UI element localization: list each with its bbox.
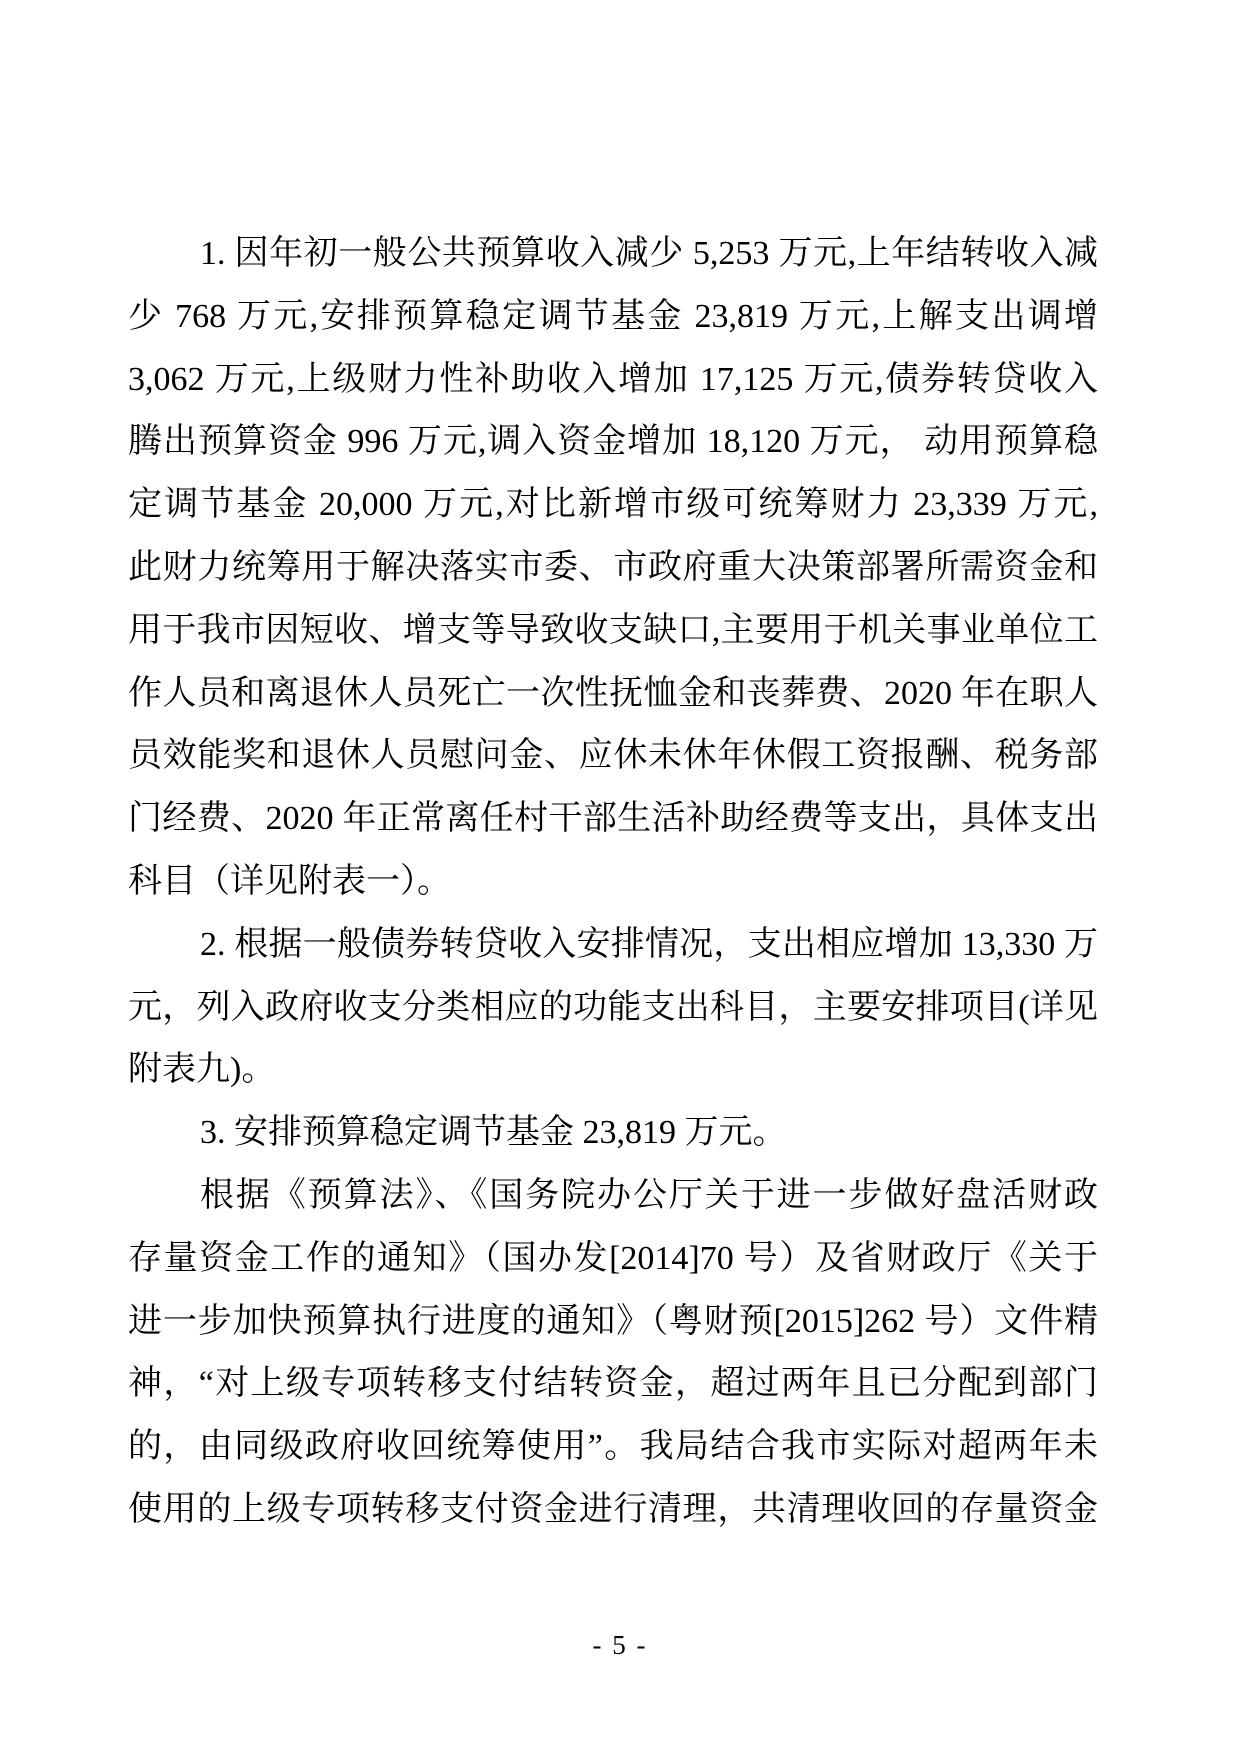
text-line: 存量资金工作的通知》（国办发[2014]70 号）及省财政厅《关于 (128, 1239, 1098, 1277)
text-line: 根据《预算法》、《国务院办公厅关于进一步做好盘活财政 (200, 1176, 1098, 1214)
text-line: 门经费、2020 年正常离任村干部生活补助经费等支出，具体支出 (128, 800, 1098, 838)
text-line: 3. 安排预算稳定调节基金 23,819 万元。 (200, 1114, 787, 1152)
text-line: 的，由同级政府收回统筹使用”。我局结合我市实际对超两年未 (128, 1428, 1098, 1466)
text-line: 2. 根据一般债券转贷收入安排情况，支出相应增加 13,330 万 (200, 925, 1098, 963)
text-line: 科目（详见附表一）。 (128, 862, 451, 900)
text-line: 作人员和离退休人员死亡一次性抚恤金和丧葬费、2020 年在职人 (128, 674, 1098, 712)
text-line: 神，“对上级专项转移支付结转资金，超过两年且已分配到部门 (128, 1365, 1098, 1403)
text-line: 1. 因年初一般公共预算收入减少 5,253 万元,上年结转收入减 (200, 235, 1098, 272)
text-line: 此财力统筹用于解决落实市委、市政府重大决策部署所需资金和 (128, 548, 1098, 586)
text-line: 使用的上级专项转移支付资金进行清理，共清理收回的存量资金 (128, 1490, 1098, 1528)
text-line: 用于我市因短收、增支等导致收支缺口,主要用于机关事业单位工 (128, 611, 1098, 649)
page-number: - 5 - (592, 1630, 648, 1660)
text-line: 员效能奖和退休人员慰问金、应休未休年休假工资报酬、税务部 (128, 737, 1098, 775)
text-line: 少 768 万元,安排预算稳定调节基金 23,819 万元,上解支出调增 (128, 297, 1098, 335)
document-body (128, 223, 1098, 1542)
text-line: 3,062 万元,上级财力性补助收入增加 17,125 万元,债券转贷收入 (128, 360, 1098, 398)
text-line: 进一步加快预算执行进度的通知》（粤财预[2015]262 号）文件精 (128, 1302, 1098, 1340)
text-line: 腾出预算资金 996 万元,调入资金增加 18,120 万元， 动用预算稳 (128, 423, 1098, 461)
text-line: 附表九)。 (128, 1051, 276, 1089)
text-line: 定调节基金 20,000 万元,对比新增市级可统筹财力 23,339 万元, (128, 486, 1098, 524)
text-line: 元，列入政府收支分类相应的功能支出科目，主要安排项目(详见 (128, 988, 1098, 1026)
